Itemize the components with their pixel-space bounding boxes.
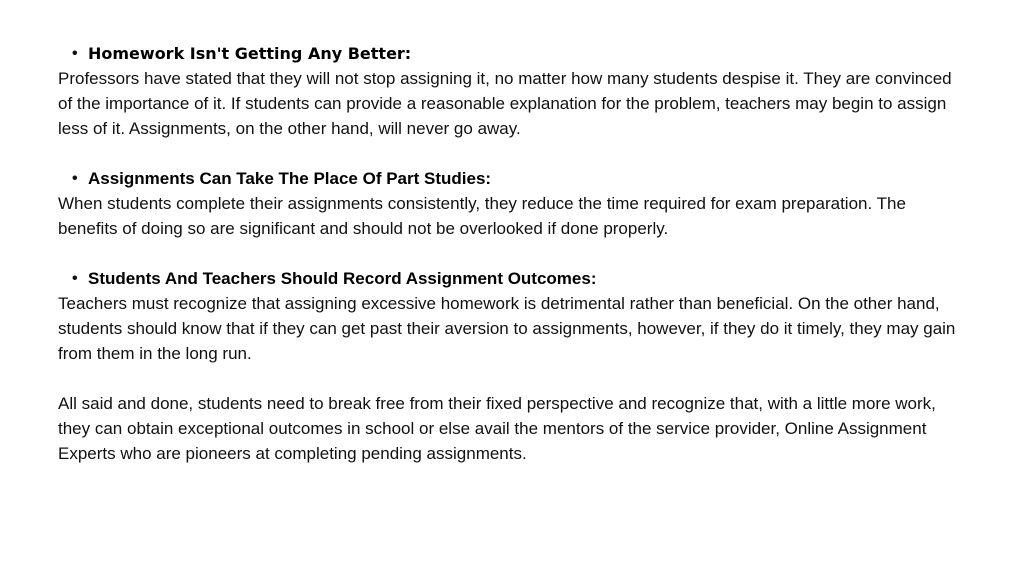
bullet-icon: •: [72, 170, 78, 187]
bullet-icon: •: [72, 45, 78, 62]
conclusion-section: [58, 391, 964, 466]
section-heading: Homework Isn't Getting Any Better:: [88, 44, 412, 63]
section-paragraph: When students complete their assignments consistently, they reduce the time required for exam preparation. The benefits of doing so are significant and should not be overlooked if done properly.: [58, 194, 906, 238]
section-paragraph: Teachers must recognize that assigning excessive homework is detrimental rather than beneficial. On the other hand, students should know that if they can get past their aversion to assignments, however, if they do it timely, they may gain from them in the long run.: [58, 294, 956, 363]
section-record-outcomes: [58, 266, 964, 366]
section-heading: Students And Teachers Should Record Assignment Outcomes:: [88, 269, 597, 288]
section-paragraph: Professors have stated that they will not stop assigning it, no matter how many students despise it. They are convinced of the importance of it. If students can provide a reasonable explanation for the problem, teachers may begin to assign less of it. Assignments, on the other hand, will never go away.: [58, 69, 952, 138]
section-heading: Assignments Can Take The Place Of Part Studies:: [88, 169, 492, 188]
bullet-icon: •: [72, 270, 78, 287]
section-assignments-replace-studies: [58, 166, 964, 241]
bullet-heading-row: [58, 266, 964, 291]
conclusion-paragraph: All said and done, students need to break free from their fixed perspective and recognize that, with a little more work, they can obtain exceptional outcomes in school or else avail the mentors of the service provider, Online Assignment Experts who are pioneers at completing pending assignments.: [58, 394, 936, 463]
bullet-heading-row: [58, 166, 964, 191]
bullet-heading-row: [58, 41, 964, 66]
section-homework: [58, 41, 964, 141]
